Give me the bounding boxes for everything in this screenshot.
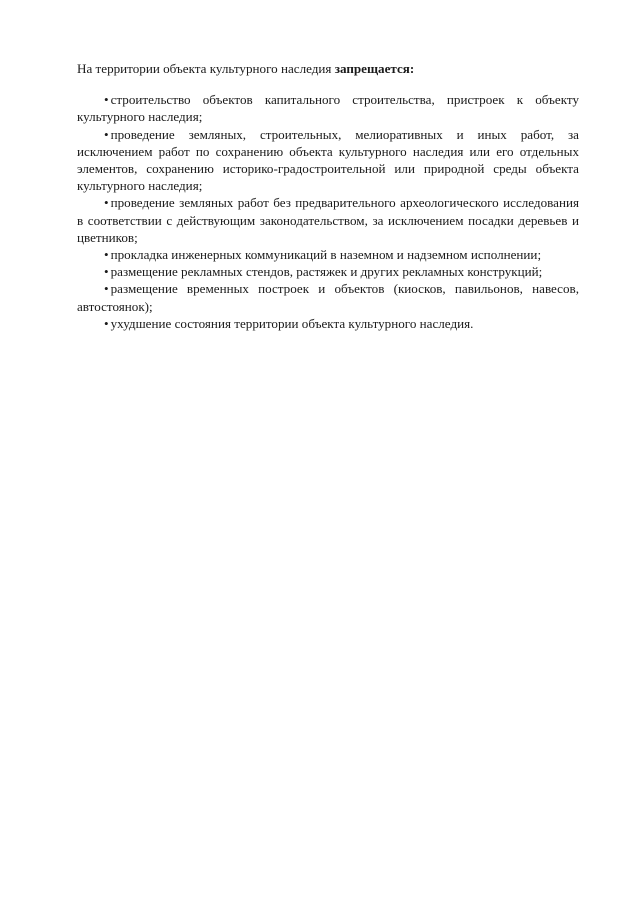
prohibitions-list: [77, 91, 579, 332]
list-item-text: размещение рекламных стендов, растяжек и других рекламных конструкций;: [110, 264, 543, 280]
list-item-text: ухудшение состояния территории объекта культурного наследия.: [110, 315, 474, 331]
bullet-icon: •: [104, 315, 109, 331]
document-body: [77, 60, 579, 332]
list-item-text: строительство объектов капитального строительства, пристроек к объекту культурного наследия;: [77, 92, 579, 125]
list-item: [77, 126, 579, 195]
intro-paragraph: [77, 60, 579, 77]
list-item: [77, 280, 579, 314]
bullet-icon: •: [104, 264, 109, 280]
list-item: [77, 91, 579, 125]
intro-bold-text: запрещается:: [334, 61, 415, 76]
list-item-text: прокладка инженерных коммуникаций в наземном и надземном исполнении;: [110, 247, 542, 263]
bullet-icon: •: [104, 247, 109, 263]
bullet-icon: •: [104, 195, 109, 211]
list-item: [77, 263, 579, 280]
list-item-text: проведение земляных работ без предварительного археологического исследования в соответствии с действующим законодательством, за исключением посадки деревьев и цветников;: [77, 195, 579, 245]
list-item: [77, 246, 579, 263]
bullet-icon: •: [104, 281, 109, 297]
list-item: [77, 194, 579, 246]
bullet-icon: •: [104, 126, 109, 142]
bullet-icon: •: [104, 92, 109, 108]
list-item-text: проведение земляных, строительных, мелиоративных и иных работ, за исключением работ по сохранению объекта культурного наследия или его отдельных элементов, сохранению историко-градостроительной или природной среды объекта культурного наследия;: [77, 126, 579, 194]
intro-text: На территории объекта культурного наследия: [77, 61, 335, 76]
list-item: [77, 315, 579, 332]
list-item-text: размещение временных построек и объектов (киосков, павильонов, навесов, автостоянок);: [77, 281, 579, 314]
